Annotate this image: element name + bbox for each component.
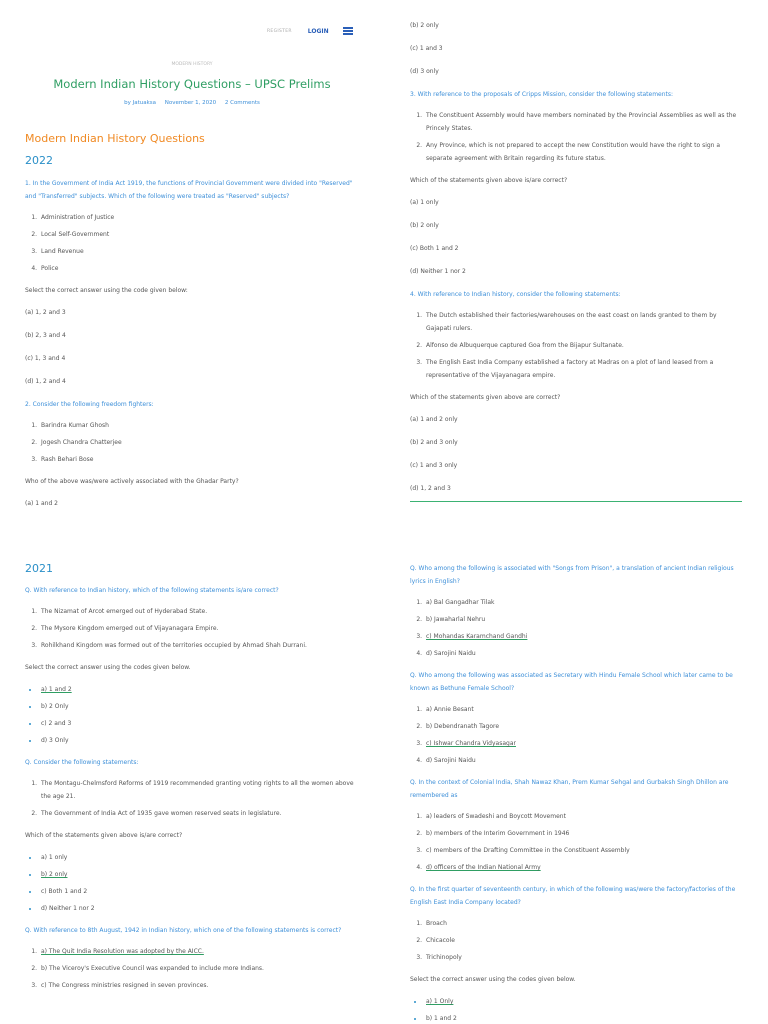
answer-options bbox=[39, 945, 360, 992]
list-item: • c) 2 and 3 bbox=[39, 717, 360, 730]
list-item: 2. b) The Viceroy's Executive Council was expanded to include more Indians. bbox=[39, 962, 360, 975]
breadcrumb[interactable]: MODERN HISTORY bbox=[171, 62, 213, 67]
list-item: 2. The Mysore Kingdom emerged out of Vijayanagara Empire. bbox=[39, 622, 360, 635]
section-divider bbox=[410, 501, 742, 502]
answer-option: (a) 1 and 2 only bbox=[410, 416, 458, 423]
list-item: 2. b) Debendranath Tagore bbox=[424, 720, 742, 733]
answer-option-correct: a) 1 Only bbox=[426, 998, 454, 1005]
question-prompt: Who of the above was/were actively associated with the Ghadar Party? bbox=[25, 478, 239, 485]
list-item: 3. c) The Congress ministries resigned in seven provinces. bbox=[39, 979, 360, 992]
statement-list bbox=[39, 419, 360, 466]
page-4 bbox=[384, 512, 768, 1024]
answer-option-correct: b) 2 only bbox=[41, 871, 68, 878]
answer-option: (b) 2, 3 and 4 bbox=[25, 332, 66, 339]
question-text: Q. With reference to Indian history, which of the following statements is/are correct? bbox=[25, 587, 279, 594]
answer-option: (d) Neither 1 nor 2 bbox=[410, 268, 466, 275]
list-item: 2. b) members of the Interim Government in 1946 bbox=[424, 827, 742, 840]
list-item: 2. Chicacole bbox=[424, 934, 742, 947]
list-item: 2. Local Self-Government bbox=[39, 228, 360, 241]
statement-list bbox=[424, 917, 742, 964]
list-item: 3. Land Revenue bbox=[39, 245, 360, 258]
answer-options bbox=[424, 596, 742, 660]
statement-list bbox=[39, 605, 360, 652]
list-item bbox=[424, 630, 742, 643]
answer-option: (c) 1 and 3 only bbox=[410, 462, 458, 469]
list-item bbox=[39, 868, 360, 881]
question-text: Q. With reference to 8th August, 1942 in Indian history, which one of the following statements is correct? bbox=[25, 927, 342, 934]
list-item: 2. Jogesh Chandra Chatterjee bbox=[39, 436, 360, 449]
list-item: 1. The Dutch established their factories/warehouses on the east coast on lands granted to them by Gajapati rulers. bbox=[424, 309, 742, 335]
list-item: • b) 2 Only bbox=[39, 700, 360, 713]
answer-options bbox=[39, 683, 360, 747]
answer-option-correct: c) Ishwar Chandra Vidyasagar bbox=[426, 740, 516, 747]
list-item: 4. d) Sarojini Naidu bbox=[424, 754, 742, 767]
answer-option: (c) 1, 3 and 4 bbox=[25, 355, 66, 362]
year-heading-2022: 2022 bbox=[25, 154, 53, 167]
question-prompt: Which of the statements given above is/are correct? bbox=[25, 832, 183, 839]
list-item: 4. d) Sarojini Naidu bbox=[424, 647, 742, 660]
answer-option-correct: c) Mohandas Karamchand Gandhi bbox=[426, 633, 528, 640]
question-text: Q. Consider the following statements: bbox=[25, 759, 139, 766]
list-item: 1. The Constituent Assembly would have members nominated by the Provincial Assemblies as well as the Princely States. bbox=[424, 109, 742, 135]
question-text: 2. Consider the following freedom fighters: bbox=[25, 401, 154, 408]
list-item: 1. The Nizamat of Arcot emerged out of Hyderabad State. bbox=[39, 605, 360, 618]
list-item: 1. a) Bal Gangadhar Tilak bbox=[424, 596, 742, 609]
page-title: Modern Indian History Questions – UPSC Prelims bbox=[53, 77, 331, 91]
list-item: 2. b) Jawaharlal Nehru bbox=[424, 613, 742, 626]
list-item: 4. Police bbox=[39, 262, 360, 275]
list-item bbox=[424, 861, 742, 874]
question-text: Q. Who among the following is associated with "Songs from Prison", a translation of ancient Indian religious lyrics in English? bbox=[410, 565, 734, 585]
question-text: 1. In the Government of India Act 1919, the functions of Provincial Government were divided into "Reserved" and "Transferred" subjects. Which of the following were treated as "Reserved" subjects? bbox=[25, 180, 353, 200]
page-1 bbox=[0, 0, 384, 512]
author-link[interactable]: by Jatuaksa bbox=[124, 100, 156, 106]
list-item: 1. Barindra Kumar Ghosh bbox=[39, 419, 360, 432]
list-item: 3. Trichinopoly bbox=[424, 951, 742, 964]
statement-list bbox=[424, 309, 742, 382]
question-text: Q. In the context of Colonial India, Shah Nawaz Khan, Prem Kumar Sehgal and Gurbaksh Singh Dhillon are remembered as bbox=[410, 779, 729, 799]
menu-icon[interactable] bbox=[343, 27, 353, 35]
answer-option: (c) 1 and 3 bbox=[410, 45, 443, 52]
list-item: 1. a) Annie Besant bbox=[424, 703, 742, 716]
list-item bbox=[424, 737, 742, 750]
instruction-text: Select the correct answer using the codes given below. bbox=[410, 976, 576, 983]
question-text: 4. With reference to Indian history, consider the following statements: bbox=[410, 291, 621, 298]
question-prompt: Which of the statements given above are correct? bbox=[410, 394, 561, 401]
list-item: 3. Rash Behari Bose bbox=[39, 453, 360, 466]
list-item: • a) 1 only bbox=[39, 851, 360, 864]
statement-list bbox=[39, 777, 360, 820]
login-link[interactable]: LOGIN bbox=[307, 27, 329, 35]
question-text: Q. In the first quarter of seventeenth century, in which of the following was/were the factory/factories of the English East India Company located? bbox=[410, 886, 736, 906]
list-item: • d) Neither 1 nor 2 bbox=[39, 902, 360, 915]
answer-options bbox=[424, 810, 742, 874]
list-item bbox=[39, 945, 360, 958]
answer-options bbox=[424, 995, 742, 1024]
instruction-text: Select the correct answer using the codes given below. bbox=[25, 664, 191, 671]
year-heading-2021: 2021 bbox=[25, 562, 53, 575]
statement-list bbox=[39, 211, 360, 275]
answer-option: (b) 2 only bbox=[410, 222, 439, 229]
section-heading: Modern Indian History Questions bbox=[25, 132, 205, 145]
answer-option: (a) 1 and 2 bbox=[25, 500, 59, 507]
answer-options bbox=[39, 851, 360, 915]
answer-option: (c) Both 1 and 2 bbox=[410, 245, 459, 252]
list-item: 1. Administration of Justice bbox=[39, 211, 360, 224]
list-item: 3. c) members of the Drafting Committee in the Constituent Assembly bbox=[424, 844, 742, 857]
answer-option: (d) 1, 2 and 4 bbox=[25, 378, 66, 385]
answer-option: (b) 2 and 3 only bbox=[410, 439, 458, 446]
list-item bbox=[39, 683, 360, 696]
answer-option: (a) 1, 2 and 3 bbox=[25, 309, 66, 316]
list-item bbox=[424, 995, 742, 1008]
list-item: • d) 3 Only bbox=[39, 734, 360, 747]
list-item: • c) Both 1 and 2 bbox=[39, 885, 360, 898]
answer-option: (a) 1 only bbox=[410, 199, 439, 206]
list-item: 3. Rohilkhand Kingdom was formed out of the territories occupied by Ahmad Shah Durrani. bbox=[39, 639, 360, 652]
top-navigation bbox=[267, 27, 353, 35]
page-3 bbox=[0, 512, 384, 1024]
answer-option-correct: a) 1 and 2 bbox=[41, 686, 72, 693]
post-meta bbox=[0, 100, 384, 106]
answer-option: (d) 3 only bbox=[410, 68, 439, 75]
page-2 bbox=[384, 0, 768, 512]
list-item: 3. The English East India Company established a factory at Madras on a plot of land leased from a representative of the Vijayanagara empire. bbox=[424, 356, 742, 382]
answer-option-correct: a) The Quit India Resolution was adopted by the AICC. bbox=[41, 948, 204, 955]
list-item: 1. The Montagu-Chelmsford Reforms of 1919 recommended granting voting rights to all the women above the age 21. bbox=[39, 777, 360, 803]
instruction-text: Select the correct answer using the code given below: bbox=[25, 287, 188, 294]
list-item: 1. Broach bbox=[424, 917, 742, 930]
date-link[interactable]: November 1, 2020 bbox=[164, 100, 217, 106]
statement-list bbox=[424, 109, 742, 165]
register-link[interactable]: REGISTER bbox=[267, 28, 292, 34]
list-item: 2. The Government of India Act of 1935 gave women reserved seats in legislature. bbox=[39, 807, 360, 820]
comments-link[interactable]: 2 Comments bbox=[224, 100, 260, 106]
question-prompt: Which of the statements given above is/are correct? bbox=[410, 177, 568, 184]
list-item: • b) 1 and 2 bbox=[424, 1012, 742, 1024]
answer-option: (d) 1, 2 and 3 bbox=[410, 485, 451, 492]
list-item: 2. Any Province, which is not prepared to accept the new Constitution would have the right to sign a separate agreement with Britain regarding its future status. bbox=[424, 139, 742, 165]
answer-option: (b) 2 only bbox=[410, 22, 439, 29]
list-item: 1. a) leaders of Swadeshi and Boycott Movement bbox=[424, 810, 742, 823]
question-text: 3. With reference to the proposals of Cripps Mission, consider the following statements: bbox=[410, 91, 674, 98]
answer-options bbox=[424, 703, 742, 767]
question-text: Q. Who among the following was associated as Secretary with Hindu Female School which later came to be known as Bethune Female School? bbox=[410, 672, 733, 692]
list-item: 2. Alfonso de Albuquerque captured Goa from the Bijapur Sultanate. bbox=[424, 339, 742, 352]
answer-option-correct: d) officers of the Indian National Army bbox=[426, 864, 541, 871]
